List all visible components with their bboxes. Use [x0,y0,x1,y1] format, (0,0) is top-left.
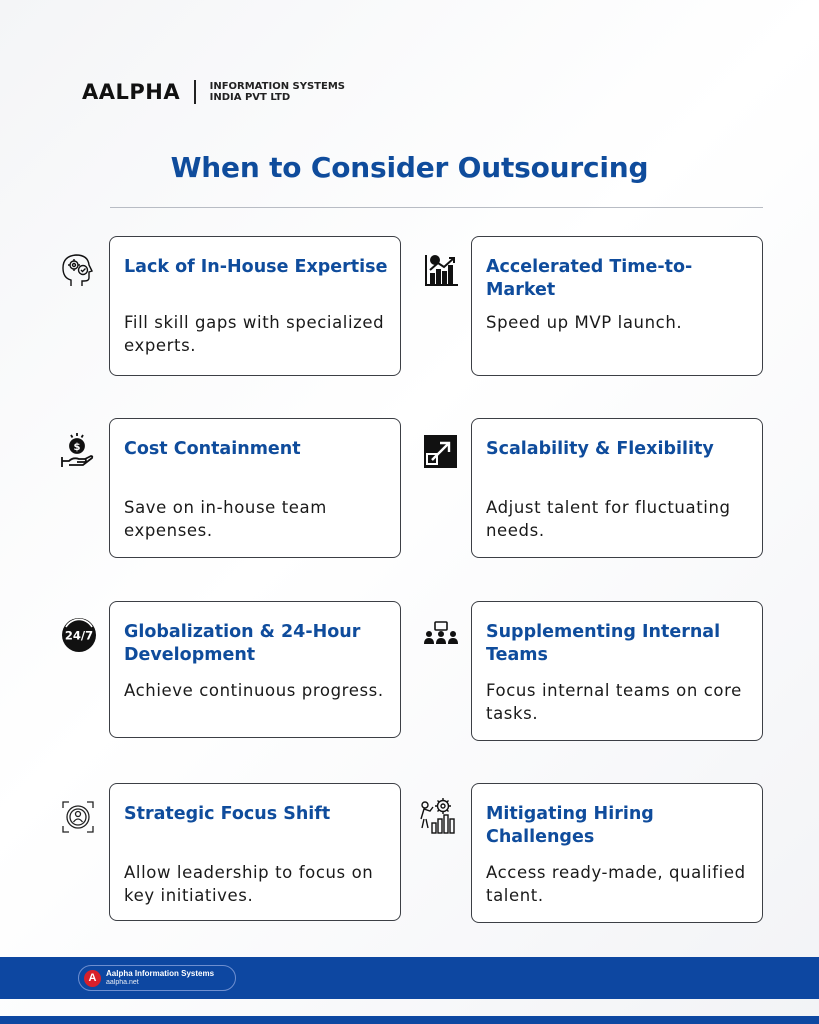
growth-chart-icon [421,250,461,290]
footer-brand-pill[interactable] [78,965,236,991]
target-person-icon [58,797,98,837]
footer-company: Aalpha Information Systems [106,969,215,978]
expand-arrow-icon [421,431,461,471]
card-title: Strategic Focus Shift [124,804,331,824]
page-title: When to Consider Outsourcing [170,151,649,184]
card-description: Save on in-house team expenses. [124,498,327,540]
aalpha-logo-icon: A [84,970,101,987]
hand-coin-icon [57,431,97,471]
card-description: Allow leadership to focus on key initiatives. [124,863,374,905]
logo-subtitle-line2: INDIA PVT LTD [209,92,291,103]
clock-24-7-icon [59,615,99,655]
card-mitigating-hiring [471,783,763,923]
card-title: Cost Containment [124,439,301,459]
card-accelerated-time-to-market [471,236,763,376]
card-description: Achieve continuous progress. [124,681,384,700]
card-description: Fill skill gaps with specialized experts. [124,313,385,355]
card-globalization [109,601,401,738]
logo-brand: AALPHA [82,80,181,104]
card-title: Mitigating Hiring Challenges [486,804,654,847]
logo-subtitle [210,81,345,104]
card-cost-containment [109,418,401,558]
card-description: Adjust talent for fluctuating needs. [486,498,731,540]
card-lack-of-expertise [109,236,401,376]
svg-text:24/7: 24/7 [64,628,94,643]
card-title: Scalability & Flexibility [486,439,714,459]
brain-gears-icon [57,250,97,290]
hiring-gear-icon [416,795,456,835]
company-logo [82,80,345,104]
card-scalability-flexibility [471,418,763,558]
logo-separator [194,80,196,104]
card-strategic-focus [109,783,401,921]
footer-bottom-strip [0,1016,819,1024]
card-title: Supplementing Internal Teams [486,622,721,665]
footer-url[interactable]: aalpha.net [106,979,139,986]
card-title: Accelerated Time-to-Market [486,257,693,300]
team-meeting-icon [421,613,461,653]
title-divider [110,207,763,208]
svg-text:$: $ [73,442,81,453]
card-description: Access ready-made, qualified talent. [486,863,746,905]
card-supplementing-teams [471,601,763,741]
card-title: Lack of In-House Expertise [124,257,388,277]
card-title: Globalization & 24-Hour Development [124,622,361,665]
card-description: Speed up MVP launch. [486,313,683,332]
footer-text [106,969,214,987]
card-description: Focus internal teams on core tasks. [486,681,742,723]
logo-subtitle-line1: INFORMATION SYSTEMS [209,80,345,92]
